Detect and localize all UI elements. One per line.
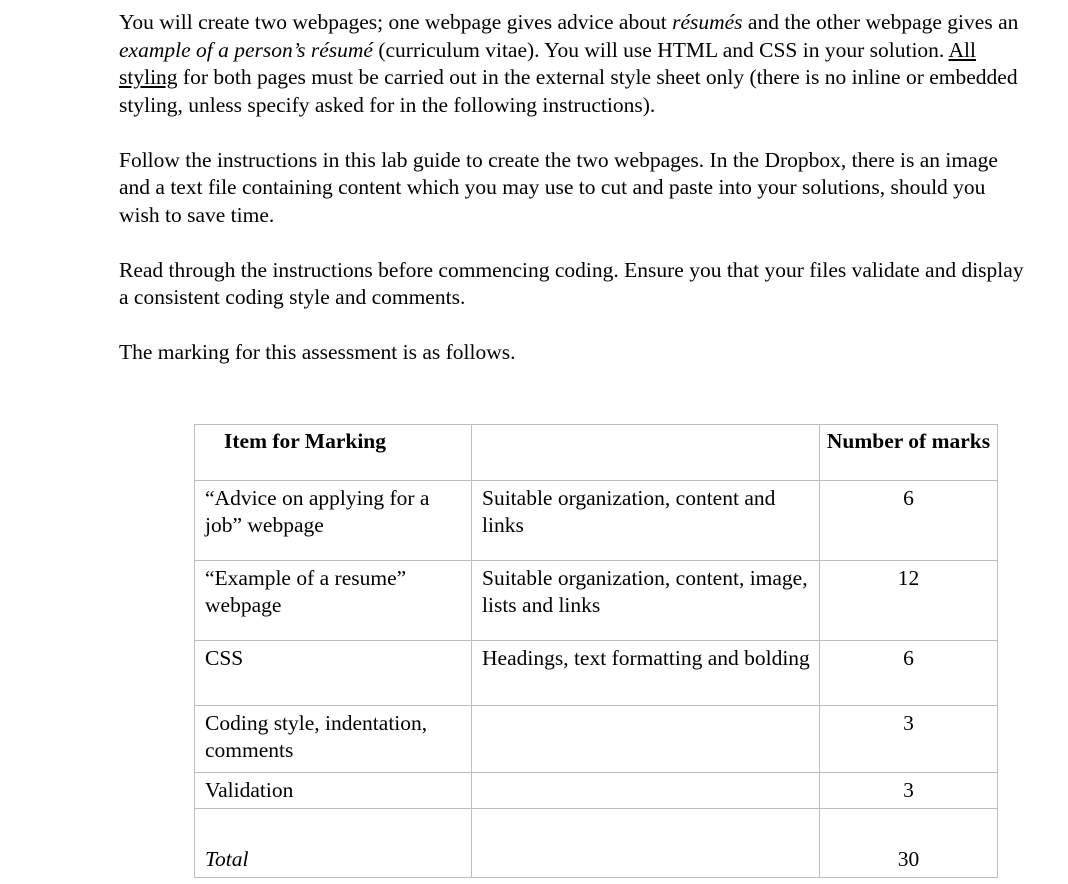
intro-paragraph-4: The marking for this assessment is as follows. bbox=[119, 340, 516, 364]
row-item: Coding style, indentation, comments bbox=[195, 706, 472, 773]
row-item: CSS bbox=[195, 641, 472, 706]
row-description bbox=[472, 773, 820, 809]
table-total-row bbox=[195, 809, 998, 878]
p1-text-e: (curriculum vitae). You will use HTML and CSS in your solution. bbox=[372, 37, 949, 62]
intro-paragraph-1 bbox=[119, 9, 1029, 119]
row-item: Validation bbox=[195, 773, 472, 809]
row-marks: 6 bbox=[820, 641, 998, 706]
total-marks: 30 bbox=[820, 809, 998, 878]
p1-text-a: You will create two webpages; one webpage gives advice about bbox=[119, 10, 673, 34]
row-item: “Example of a resume” webpage bbox=[195, 561, 472, 641]
row-marks: 12 bbox=[820, 561, 998, 641]
header-marks: Number of marks bbox=[820, 425, 998, 481]
table-header-row bbox=[195, 425, 998, 481]
p1-text-g: for both pages must be carried out in the external style sheet only (there is no inline or embedded styling, unless specify asked for in the following instructions). bbox=[119, 65, 1018, 117]
row-marks: 3 bbox=[820, 773, 998, 809]
p1-italic-resumes: résumés bbox=[672, 10, 743, 34]
p1-text-c: and the other webpage gives an bbox=[742, 10, 1019, 34]
table-row bbox=[195, 641, 998, 706]
row-description: Suitable organization, content and links bbox=[472, 481, 820, 561]
marking-table bbox=[194, 424, 998, 878]
header-item: Item for Marking bbox=[195, 425, 472, 481]
total-description bbox=[472, 809, 820, 878]
row-marks: 6 bbox=[820, 481, 998, 561]
p1-italic-example: example of a person’s résumé bbox=[119, 37, 373, 62]
intro-paragraph-2: Follow the instructions in this lab guide to create the two webpages. In the Dropbox, there is an image and a text file containing content which you may use to cut and paste into your solutions, should you wish to save time. bbox=[119, 147, 998, 227]
table-row bbox=[195, 561, 998, 641]
document-body bbox=[119, 9, 1029, 367]
row-item: “Advice on applying for a job” webpage bbox=[195, 481, 472, 561]
row-marks: 3 bbox=[820, 706, 998, 773]
row-description: Suitable organization, content, image, lists and links bbox=[472, 561, 820, 641]
header-description bbox=[472, 425, 820, 481]
total-label: Total bbox=[195, 809, 472, 878]
table-row bbox=[195, 706, 998, 773]
p1-underline-all-styling: All styling bbox=[119, 37, 976, 89]
row-description bbox=[472, 706, 820, 773]
row-description: Headings, text formatting and bolding bbox=[472, 641, 820, 706]
intro-paragraph-3: Read through the instructions before commencing coding. Ensure you that your files validate and display a consistent coding style and comments. bbox=[119, 257, 1024, 309]
table-row bbox=[195, 481, 998, 561]
table-row bbox=[195, 773, 998, 809]
